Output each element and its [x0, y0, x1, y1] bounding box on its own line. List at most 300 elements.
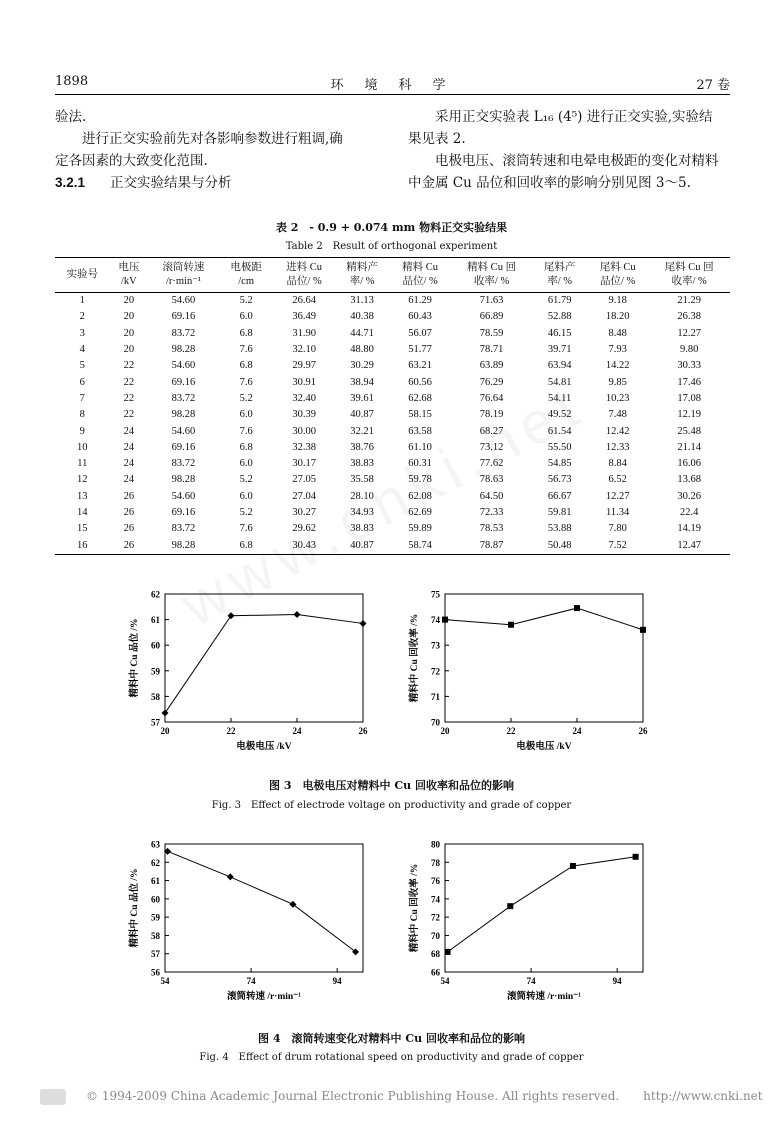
table-cell: 5.2	[239, 295, 253, 307]
table-cell: 98.28	[148, 537, 219, 554]
table-cell: 78.19	[479, 409, 504, 421]
table-cell: 5	[79, 360, 85, 372]
table-cell: 8.84	[608, 458, 627, 470]
table-cell: 78.87	[451, 537, 533, 554]
table-cell: 16.06	[677, 458, 701, 470]
table-cell: 63.94	[547, 360, 572, 372]
y-axis-label: 精料中 Cu 回收率 /%	[410, 613, 420, 703]
table-cell: 60.31	[408, 458, 432, 470]
table-cell: 26.64	[292, 295, 316, 307]
table-cell: 56.73	[547, 474, 572, 486]
table-cell: 24	[123, 458, 135, 470]
table-cell: 31.90	[292, 327, 316, 339]
table-cell: 9	[79, 425, 85, 437]
table-cell: 9.18	[608, 295, 627, 307]
left-line-1: 验法.	[55, 109, 87, 125]
table-cell: 20	[123, 327, 135, 339]
right-line-3: 电极电压、滚筒转速和电晕电极距的变化对精料	[435, 153, 719, 169]
table-cell: 12.27	[677, 327, 701, 339]
table-cell: 9.80	[679, 344, 699, 356]
table-cell: 22.4	[679, 507, 699, 518]
table-cell: 24	[123, 425, 135, 437]
table-cell: 83.72	[171, 392, 196, 404]
y-tick-label: 57	[151, 717, 160, 728]
table-header	[648, 258, 730, 293]
table-cell: 30.43	[273, 537, 334, 554]
table-cell: 36.49	[292, 311, 316, 323]
table-row	[55, 391, 730, 407]
table-cell: 7.6	[239, 344, 253, 356]
table-row	[55, 407, 730, 423]
y-tick-label: 73	[431, 640, 440, 651]
table-cell: 14	[77, 507, 88, 518]
table-cell: 78.53	[479, 523, 504, 535]
x-tick-label: 20	[160, 726, 170, 736]
table-cell: 7.6	[239, 523, 253, 535]
table-cell: 38.94	[350, 376, 374, 388]
plot-frame	[445, 844, 643, 972]
data-point	[640, 627, 646, 633]
header-line: 滚筒转速	[162, 262, 205, 273]
table-cell: 27.05	[292, 474, 316, 486]
y-tick-label: 72	[431, 912, 440, 923]
table-cell: 51.77	[408, 344, 432, 356]
table-cell: 32.21	[350, 425, 374, 437]
table-cell: 17.08	[677, 392, 701, 404]
table-cell: 62.69	[408, 507, 432, 518]
y-tick-label: 56	[151, 967, 160, 978]
table-cell: 6.0	[239, 490, 253, 502]
x-tick-label: 94	[612, 976, 622, 986]
series-line	[445, 608, 643, 630]
copyright-text: © 1994-2009 China Academic Journal Electronic Publishing House. All rights reserved. http://www.cnki.net	[86, 1089, 763, 1103]
table-cell: 73.12	[479, 441, 504, 453]
table-cell: 98.28	[171, 409, 196, 421]
table-row	[55, 293, 730, 310]
right-line-1: 采用正交实验表 L₁₆ (4⁵) 进行正交实验,实验结	[435, 109, 713, 125]
y-tick-label: 59	[151, 912, 160, 923]
table-cell: 14.19	[677, 523, 701, 535]
table-cell: 32.40	[292, 392, 316, 404]
table-cell: 6.8	[239, 441, 253, 453]
header-line: 品位/ %	[286, 276, 322, 287]
table-header	[532, 258, 587, 293]
table-cell: 98.28	[171, 344, 196, 356]
x-tick-label: 24	[292, 726, 302, 736]
chart-fig3-recovery	[405, 588, 665, 758]
data-point	[227, 873, 234, 880]
y-tick-label: 62	[151, 589, 160, 600]
table-row	[55, 358, 730, 374]
table-cell: 54.60	[171, 295, 196, 307]
table-cell: 61.29	[408, 295, 432, 307]
table-row	[55, 423, 730, 439]
table-cell: 25.48	[677, 425, 701, 437]
x-tick-label: 26	[638, 726, 648, 736]
y-tick-label: 60	[151, 640, 160, 651]
table-row	[55, 342, 730, 358]
y-tick-label: 61	[151, 876, 160, 887]
table-header	[55, 258, 110, 293]
table-header	[587, 258, 648, 293]
table-cell: 7.52	[587, 537, 648, 554]
cnki-logo-icon	[40, 1089, 66, 1105]
table-cell: 9.85	[608, 376, 627, 388]
table-cell: 12	[77, 474, 88, 486]
table-cell: 16	[55, 537, 110, 554]
header-line: 精料 Cu	[402, 262, 439, 273]
table-cell: 76.29	[479, 376, 504, 388]
table-cell: 59.89	[408, 523, 432, 535]
table-cell: 69.16	[171, 376, 196, 388]
x-tick-label: 54	[160, 976, 170, 986]
table-cell: 83.72	[171, 523, 196, 535]
table-cell: 40.87	[350, 409, 374, 421]
table-cell: 8.48	[608, 327, 627, 339]
x-tick-label: 24	[572, 726, 582, 736]
table-cell: 77.62	[479, 458, 504, 470]
table-cell: 56.07	[408, 327, 432, 339]
plot-frame	[445, 594, 643, 722]
x-tick-label: 74	[526, 976, 536, 986]
x-axis-label: 滚筒转速 /r·min⁻¹	[506, 992, 582, 1002]
table-cell: 6.0	[239, 458, 253, 470]
table-cell: 11.34	[606, 507, 630, 518]
table-cell: 54.60	[171, 360, 196, 372]
table-cell: 69.16	[171, 311, 196, 323]
table-cell: 2	[79, 311, 85, 323]
table-cell: 6.0	[239, 311, 253, 323]
header-line: 尾料 Cu	[599, 262, 636, 273]
y-tick-label: 58	[151, 930, 160, 941]
y-axis-label: 精料中 Cu 回收率 /%	[410, 863, 420, 953]
header-rule	[55, 94, 730, 95]
table-cell: 68.27	[479, 425, 504, 437]
table-cell: 29.62	[292, 523, 316, 535]
table-caption-cn: 表 2 - 0.9 + 0.074 mm 物料正交实验结果	[275, 221, 508, 234]
table-cell: 69.16	[171, 441, 196, 453]
data-point	[570, 863, 576, 869]
page-number: 1898	[55, 74, 89, 89]
table-cell: 7.6	[239, 376, 253, 388]
table-cell: 30.27	[292, 507, 316, 518]
series-line	[448, 857, 636, 952]
table-cell: 11	[77, 458, 88, 470]
table-cell: 10	[77, 441, 88, 453]
header-line: 收率/ %	[671, 276, 707, 287]
header-line: 电压	[118, 262, 140, 273]
table-row	[55, 440, 730, 456]
y-tick-label: 70	[431, 717, 440, 728]
data-point	[162, 710, 169, 717]
table-cell: 55.50	[547, 441, 572, 453]
table-cell: 44.71	[350, 327, 374, 339]
y-tick-label: 74	[431, 615, 440, 626]
table-cell: 30.91	[292, 376, 316, 388]
table-cell: 12.42	[605, 425, 630, 437]
table-cell: 71.63	[479, 295, 504, 307]
header-line: 品位/ %	[402, 276, 438, 287]
plot-frame	[165, 844, 363, 972]
table-cell: 12.33	[605, 441, 630, 453]
volume-label: 27 卷	[696, 78, 730, 93]
table-cell: 78.71	[479, 344, 504, 356]
section-title: 正交实验结果与分析	[110, 175, 232, 191]
table-cell: 54.60	[171, 490, 196, 502]
table-cell: 6.0	[239, 409, 253, 421]
y-tick-label: 75	[431, 589, 440, 600]
table-cell: 35.58	[350, 474, 374, 486]
table-cell: 4	[79, 344, 85, 356]
data-point	[360, 620, 367, 627]
table-cell: 26.38	[677, 311, 701, 323]
table-cell: 7	[79, 392, 85, 404]
table-cell: 30.29	[350, 360, 374, 372]
table-cell: 5.2	[239, 507, 253, 518]
table-cell: 15	[77, 523, 88, 535]
y-tick-label: 68	[431, 949, 440, 960]
table-cell: 30.33	[677, 360, 701, 372]
table-cell: 78.63	[479, 474, 504, 486]
right-line-4: 中金属 Cu 品位和回收率的影响分别见图 3～5.	[408, 175, 691, 191]
table-header	[148, 258, 219, 293]
data-point	[445, 949, 451, 955]
chart-fig4-recovery	[405, 838, 665, 1008]
table-cell: 38.76	[350, 441, 374, 453]
table-cell: 54.85	[547, 458, 572, 470]
y-tick-label: 70	[431, 930, 440, 941]
table-cell: 10.23	[605, 392, 630, 404]
table-cell: 21.29	[677, 295, 701, 307]
table-cell: 63.89	[479, 360, 504, 372]
header-line: 电极距	[230, 262, 262, 273]
table-cell: 5.2	[239, 392, 253, 404]
y-tick-label: 62	[151, 857, 160, 868]
y-tick-label: 57	[151, 949, 160, 960]
y-axis-label: 精料中 Cu 品位 /%	[130, 618, 140, 698]
table-header	[451, 258, 533, 293]
table-cell: 98.28	[171, 474, 196, 486]
table-cell: 61.54	[547, 425, 572, 437]
right-line-2: 果见表 2.	[408, 131, 466, 147]
table-header	[335, 258, 390, 293]
plot-frame	[165, 594, 363, 722]
x-tick-label: 26	[358, 726, 368, 736]
table-cell: 27.04	[292, 490, 316, 502]
table-cell: 54.81	[547, 376, 572, 388]
table-cell: 3	[79, 327, 85, 339]
y-tick-label: 60	[151, 894, 160, 905]
table-cell: 20	[123, 311, 135, 323]
table-row	[55, 326, 730, 342]
header-line: /r·min⁻¹	[165, 276, 201, 287]
table-cell: 50.48	[532, 537, 587, 554]
y-tick-label: 76	[431, 876, 440, 887]
table-cell: 48.80	[350, 344, 374, 356]
table-cell: 54.11	[548, 392, 572, 404]
table-cell: 78.59	[479, 327, 504, 339]
table-row	[55, 537, 730, 554]
y-tick-label: 78	[431, 857, 440, 868]
x-tick-label: 94	[332, 976, 342, 986]
table-cell: 1	[79, 295, 85, 307]
section-number: 3.2.1	[55, 175, 86, 190]
data-point	[508, 622, 514, 628]
table-cell: 30.26	[677, 490, 701, 502]
table-cell: 39.61	[350, 392, 374, 404]
header-line: /kV	[120, 276, 137, 287]
table-cell: 12.19	[677, 409, 701, 421]
table-cell: 30.00	[292, 425, 316, 437]
table-header	[273, 258, 334, 293]
y-tick-label: 59	[151, 666, 160, 677]
table-cell: 7.48	[608, 409, 627, 421]
table-cell: 52.88	[547, 311, 572, 323]
table-cell: 17.46	[677, 376, 701, 388]
x-tick-label: 22	[506, 726, 516, 736]
y-tick-label: 63	[151, 839, 160, 850]
table-cell: 29.97	[292, 360, 316, 372]
table-cell: 46.15	[547, 327, 572, 339]
x-tick-label: 20	[440, 726, 450, 736]
fig3-caption-cn: 图 3 电极电压对精料中 Cu 回收率和品位的影响	[269, 779, 514, 792]
table-cell: 69.16	[171, 507, 196, 518]
data-point	[633, 854, 639, 860]
table-cell: 20	[123, 344, 135, 356]
table-cell: 26	[123, 523, 135, 535]
table-cell: 26	[123, 490, 135, 502]
data-point	[507, 903, 513, 909]
table-cell: 18.20	[605, 311, 630, 323]
x-tick-label: 74	[246, 976, 256, 986]
y-tick-label: 61	[151, 615, 160, 626]
table-cell: 34.93	[350, 507, 374, 518]
left-line-2: 进行正交实验前先对各影响参数进行粗调,确	[82, 131, 343, 147]
table-cell: 26	[123, 507, 135, 518]
table-cell: 59.81	[547, 507, 572, 518]
series-line	[168, 851, 356, 952]
table-cell: 30.17	[292, 458, 316, 470]
table-cell: 14.22	[605, 360, 630, 372]
y-tick-label: 72	[431, 666, 440, 677]
chart-fig3-grade	[125, 588, 385, 758]
table-cell: 38.83	[350, 458, 374, 470]
table-cell: 12.27	[605, 490, 630, 502]
x-axis-label: 电极电压 /kV	[236, 742, 292, 752]
table-cell: 31.13	[350, 295, 374, 307]
x-tick-label: 54	[440, 976, 450, 986]
y-tick-label: 80	[431, 839, 440, 850]
table-cell: 58.74	[389, 537, 450, 554]
header-line: 精料 Cu 回	[467, 262, 517, 273]
table-cell: 40.38	[350, 311, 374, 323]
table-cell: 63.21	[408, 360, 432, 372]
x-axis-label: 滚筒转速 /r·min⁻¹	[226, 992, 302, 1002]
table-cell: 32.10	[292, 344, 316, 356]
table-cell: 62.08	[408, 490, 432, 502]
table-header	[219, 258, 274, 293]
table-cell: 28.10	[350, 490, 374, 502]
table-header	[389, 258, 450, 293]
data-point	[442, 617, 448, 623]
table-cell: 59.78	[408, 474, 432, 486]
table-cell: 76.64	[479, 392, 504, 404]
header-line: 尾料产	[543, 262, 576, 273]
table-row	[55, 309, 730, 325]
table-cell: 21.14	[677, 441, 701, 453]
data-point	[294, 611, 301, 618]
table-cell: 32.38	[292, 441, 316, 453]
y-axis-label: 精料中 Cu 品位 /%	[130, 868, 140, 948]
table-caption-en: Table 2 Result of orthogonal experiment	[285, 241, 498, 252]
table-cell: 39.71	[547, 344, 572, 356]
table-cell: 7.6	[239, 425, 253, 437]
table-cell: 83.72	[171, 458, 196, 470]
header-line: 收率/ %	[473, 276, 510, 287]
x-axis-label: 电极电压 /kV	[516, 742, 572, 752]
header-line: 品位/ %	[600, 276, 636, 287]
table-cell: 22	[123, 392, 135, 404]
fig4-caption-cn: 图 4 滚筒转速变化对精料中 Cu 回收率和品位的影响	[258, 1032, 525, 1045]
table-cell: 6.8	[219, 537, 274, 554]
data-point	[228, 612, 235, 619]
table-cell: 6.8	[239, 327, 253, 339]
table-cell: 5.2	[239, 474, 253, 486]
table-cell: 61.79	[547, 295, 572, 307]
table-cell: 8	[79, 409, 85, 421]
table-cell: 20	[123, 295, 135, 307]
table-cell: 6.52	[608, 474, 627, 486]
header-line: 率/ %	[349, 276, 375, 287]
header-line: 进料 Cu	[286, 262, 323, 273]
table-cell: 40.87	[335, 537, 390, 554]
chart-fig4-grade	[125, 838, 385, 1008]
table-cell: 53.88	[547, 523, 572, 535]
fig3-caption-en: Fig. 3 Effect of electrode voltage on productivity and grade of copper	[211, 800, 572, 811]
table-cell: 66.89	[479, 311, 504, 323]
table-cell: 83.72	[171, 327, 196, 339]
left-line-3: 定各因素的大致变化范围.	[55, 153, 208, 169]
table-cell: 54.60	[171, 425, 196, 437]
journal-title: 环 境 科 学	[330, 78, 450, 93]
y-tick-label: 58	[151, 691, 160, 702]
fig4-caption-en: Fig. 4 Effect of drum rotational speed on productivity and grade of copper	[199, 1052, 584, 1063]
table-cell: 30.39	[292, 409, 316, 421]
table-row	[55, 374, 730, 390]
table-cell: 24	[123, 474, 135, 486]
table-cell: 49.52	[547, 409, 572, 421]
table-cell: 22	[123, 409, 135, 421]
y-tick-label: 66	[431, 967, 440, 978]
table-cell: 60.56	[408, 376, 432, 388]
table-cell: 60.43	[408, 311, 432, 323]
table-cell: 72.33	[479, 507, 504, 518]
data-point	[574, 605, 580, 611]
table-cell: 13	[77, 490, 88, 502]
header-line: 尾料 Cu 回	[664, 262, 714, 273]
x-tick-label: 22	[226, 726, 236, 736]
table-cell: 22	[123, 376, 135, 388]
table-cell: 64.50	[479, 490, 504, 502]
table-cell: 22	[123, 360, 135, 372]
series-line	[165, 614, 363, 713]
table-cell: 63.58	[408, 425, 432, 437]
table-cell: 7.80	[608, 523, 627, 535]
table-cell: 24	[123, 441, 135, 453]
table-header	[110, 258, 148, 293]
copyright-footer	[40, 1087, 763, 1105]
header-line: 精料产	[346, 262, 378, 273]
